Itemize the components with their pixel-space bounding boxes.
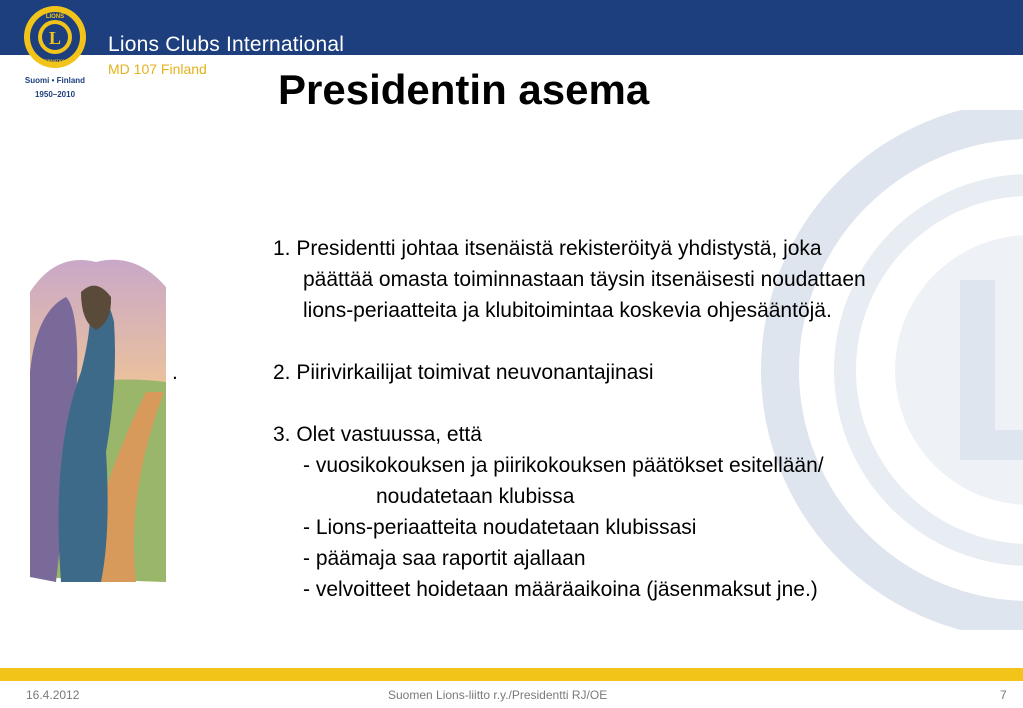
footer-gold-bar: [0, 668, 1023, 681]
item-2-line-1: 2. Piirivirkailijat toimivat neuvonantajinasi: [273, 361, 654, 384]
logo-letter: L: [48, 28, 62, 48]
footer-date: 16.4.2012: [26, 688, 80, 702]
item-1-line-1: 1. Presidentti johtaa itsenäistä rekisteröityä yhdistystä, joka: [273, 237, 822, 260]
slide-body: [273, 233, 1013, 605]
item-3-sub-1a: - vuosikokouksen ja piirikokouksen päätökset esitellään/: [303, 454, 824, 477]
item-3-sub-1b: noudatetaan klubissa: [376, 485, 575, 508]
logo-lions-text: LIONS: [45, 14, 65, 20]
org-name: Lions Clubs International: [108, 33, 345, 56]
item-3-line-1: 3. Olet vastuussa, että: [273, 423, 482, 446]
stray-bullet-dot: .: [172, 361, 178, 384]
item-3-sub-3: - päämaja saa raportit ajallaan: [303, 547, 586, 570]
item-3-sub-4: - velvoitteet hoidetaan määräaikoina (jäsenmaksut jne.): [303, 578, 818, 601]
footer-page-number: 7: [1000, 688, 1007, 702]
item-1-line-2: päättää omasta toiminnastaan täysin itsenäisesti noudattaen: [303, 268, 866, 291]
item-3-sub-2: - Lions-periaatteita noudatetaan klubissasi: [303, 516, 697, 539]
item-1-line-3: lions-periaatteita ja klubitoimintaa koskevia ohjesääntöjä.: [303, 299, 832, 322]
slide-title: Presidentin asema: [278, 66, 650, 113]
lions-emblem-icon: [18, 4, 96, 104]
footer-center-text: Suomen Lions-liitto r.y./Presidentti RJ/OE: [388, 688, 608, 702]
logo-international-text: INTERNATIONAL: [38, 58, 72, 63]
logo-years-text: 1950–2010: [34, 90, 76, 99]
org-subtitle: MD 107 Finland: [108, 61, 207, 77]
logo-country-text: Suomi • Finland: [24, 76, 86, 85]
people-on-path-illustration-icon: [26, 252, 168, 582]
